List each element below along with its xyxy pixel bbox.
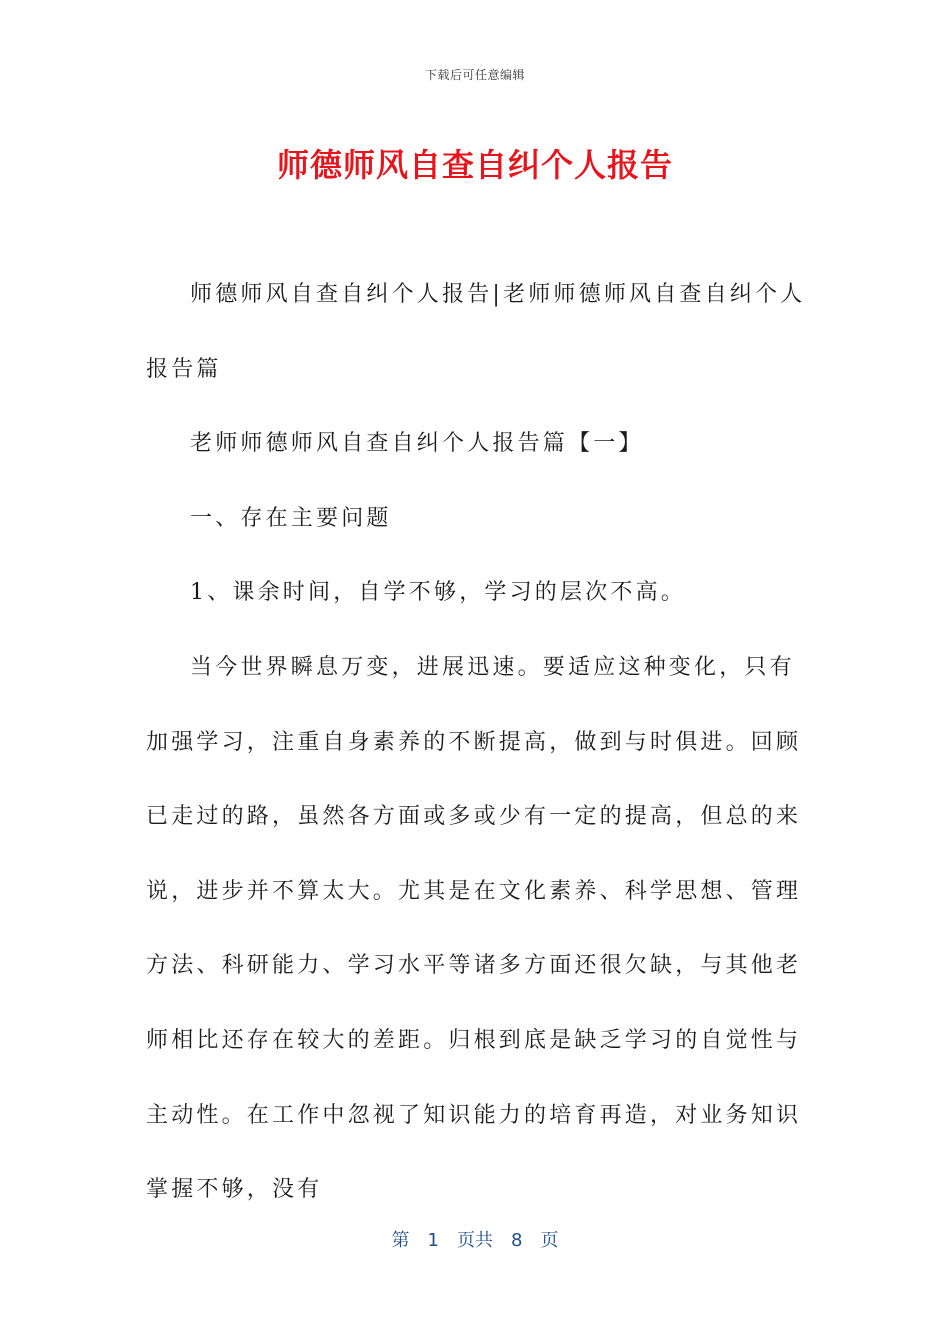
document-title: 师德师风自查自纠个人报告: [276, 146, 673, 184]
page-footer: [0, 1226, 950, 1252]
footer-page-suffix: 页: [540, 1230, 559, 1251]
document-body: [146, 258, 806, 1228]
paragraph-section-heading: 老师师德师风自查自纠个人报告篇【一】: [190, 431, 644, 457]
paragraph-problem-heading: 一、存在主要问题: [190, 505, 392, 531]
paragraph-body: 当今世界瞬息万变，进展迅速。要适应这种变化，只有加强学习，注重自身素养的不断提高，做到与时俱进。回顾已走过的路，虽然各方面或多或少有一定的提高，但总的来说，进步并不算太大。尤其是在文化素养、科学思想、管理方法、科研能力、学习水平等诸多方面还很欠缺，与其他老师相比还存在较大的差距。归根到底是缺乏学习的自觉性与主动性。在工作中忽视了知识能力的培育再造，对业务知识掌握不够，没有: [146, 654, 802, 1203]
footer-current-page: 1: [427, 1230, 439, 1251]
header-note: 下载后可任意编辑: [424, 68, 525, 82]
paragraph-subtitle: 师德师风自查自纠个人报告|老师师德师风自查自纠个人报告篇: [146, 282, 806, 382]
footer-total-pages: 8: [511, 1230, 523, 1251]
footer-page-prefix: 第: [391, 1230, 410, 1251]
paragraph-item-1: 1、课余时间，自学不够，学习的层次不高。: [190, 580, 686, 606]
footer-page-mid: 页共: [457, 1230, 493, 1251]
